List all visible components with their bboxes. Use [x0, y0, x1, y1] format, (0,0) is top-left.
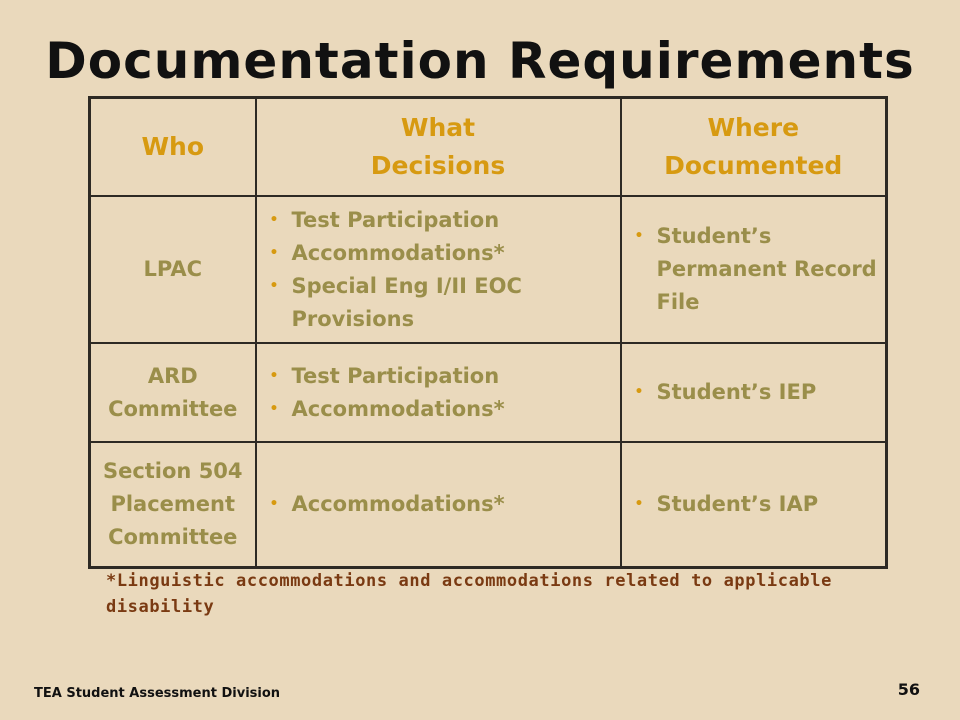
who-cell-ard	[90, 343, 256, 442]
who-cell-lpac	[90, 196, 256, 343]
bullet-icon: •	[269, 211, 279, 228]
table-row	[90, 343, 887, 442]
who-504-line3: Committee	[108, 525, 238, 549]
decisions-cell-ard	[256, 343, 621, 442]
list-item	[268, 393, 613, 426]
documented-text: Student’s IAP	[656, 492, 819, 516]
documented-list	[623, 488, 885, 521]
decision-text: Accommodations*	[291, 240, 505, 265]
documentation-table	[88, 96, 888, 569]
list-item	[268, 270, 613, 336]
bullet-icon: •	[269, 244, 279, 261]
list-item	[633, 488, 879, 521]
decision-text: Accommodations*	[291, 396, 505, 421]
header-who-label: Who	[141, 132, 205, 161]
list-item	[268, 360, 613, 393]
decisions-cell-504	[256, 442, 621, 568]
header-where-documented	[621, 98, 887, 197]
bullet-icon: •	[269, 496, 279, 512]
who-ard-line1: ARD	[147, 363, 198, 388]
page-number: 56	[897, 680, 920, 699]
header-what-decisions	[256, 98, 621, 197]
decision-text: Accommodations*	[291, 492, 505, 516]
bullet-icon: •	[269, 400, 279, 417]
footnote: *Linguistic accommodations and accommodations related to applicable disability	[106, 571, 832, 617]
who-504-line2: Placement	[110, 492, 236, 516]
footer-organization: TEA Student Assessment Division	[34, 686, 281, 701]
decisions-list	[258, 488, 619, 521]
header-what-line1: What	[400, 113, 476, 142]
list-item	[633, 376, 879, 409]
header-what-line2: Decisions	[370, 151, 506, 180]
bullet-icon: •	[634, 228, 644, 244]
list-item	[268, 204, 613, 237]
decision-text: Test Participation	[291, 207, 500, 232]
decisions-list	[258, 204, 619, 336]
documented-cell-lpac	[621, 196, 887, 343]
documented-cell-504	[621, 442, 887, 568]
decisions-cell-lpac	[256, 196, 621, 343]
bullet-icon: •	[634, 384, 644, 400]
bullet-icon: •	[269, 367, 279, 384]
table-header-row	[90, 98, 887, 197]
list-item	[268, 488, 613, 521]
header-where-line1: Where	[707, 113, 800, 142]
documented-text: Student’s Permanent Record File	[656, 224, 877, 314]
table-row	[90, 196, 887, 343]
who-lpac: LPAC	[143, 257, 202, 281]
documented-list	[623, 220, 885, 319]
documented-list	[623, 376, 885, 409]
list-item	[268, 237, 613, 270]
who-cell-504	[90, 442, 256, 568]
bullet-icon: •	[634, 496, 644, 512]
table-row	[90, 442, 887, 568]
documented-cell-ard	[621, 343, 887, 442]
documented-text: Student’s IEP	[656, 380, 817, 404]
header-where-line2: Documented	[664, 151, 843, 180]
decisions-list	[258, 360, 619, 426]
who-ard-line2: Committee	[108, 396, 238, 421]
list-item	[633, 220, 879, 319]
decision-text: Test Participation	[291, 363, 500, 388]
bullet-icon: •	[269, 277, 279, 294]
header-who	[90, 98, 256, 197]
slide-title: Documentation Requirements	[45, 32, 915, 90]
decision-text: Special Eng I/II EOC Provisions	[291, 273, 522, 331]
who-504-line1: Section 504	[102, 459, 243, 483]
